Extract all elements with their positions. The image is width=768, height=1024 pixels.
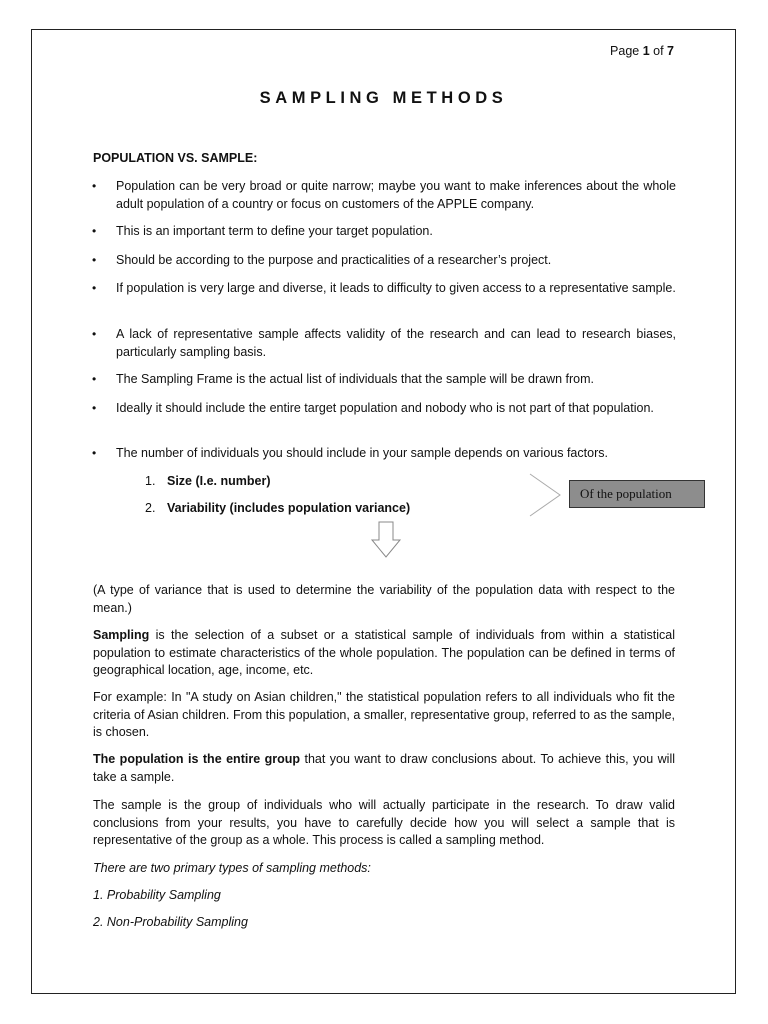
factor-item-size: 1. Size (I.e. number) xyxy=(145,474,271,488)
bullet-item: • A lack of representative sample affects validity of the research and can lead to research biases, particularly sampling basis. xyxy=(92,327,676,359)
bullet-item: • The number of individuals you should include in your sample depends on various factors. xyxy=(92,446,608,460)
section-heading: POPULATION VS. SAMPLE: xyxy=(93,151,258,165)
sample-definition: The sample is the group of individuals who will actually participate in the research. To draw valid conclusions from your results, you have to carefully decide how you will select a sample that is representative of the group as a whole. This process is called a sampling method. xyxy=(93,798,675,847)
page-total: 7 xyxy=(667,44,674,58)
factor-item-variability: 2. Variability (includes population variance) xyxy=(145,501,411,515)
type-item-non-probability: 2. Non-Probability Sampling xyxy=(93,915,248,929)
population-definition: The population is the entire group that you want to draw conclusions about. To achieve this, you will take a sample. xyxy=(93,752,675,784)
down-arrow-icon xyxy=(370,520,402,560)
document-page xyxy=(31,29,736,994)
types-intro: There are two primary types of sampling methods: xyxy=(93,861,371,875)
bullet-item: • Ideally it should include the entire target population and nobody who is not part of that population. xyxy=(92,401,654,415)
bullet-item: • If population is very large and diverse, it leads to difficulty to given access to a representative sample. xyxy=(92,281,676,295)
bullet-item: • The Sampling Frame is the actual list of individuals that the sample will be drawn from. xyxy=(92,372,594,386)
bullet-item: • This is an important term to define your target population. xyxy=(92,224,433,238)
bullet-item: • Should be according to the purpose and practicalities of a researcher’s project. xyxy=(92,253,552,267)
callout-box: Of the population xyxy=(569,480,705,508)
page-title: SAMPLING METHODS xyxy=(259,89,508,107)
sampling-definition: Sampling is the selection of a subset or a statistical sample of individuals from within a statistical population to estimate characteristics of the whole population. The population can be defined in terms of geographical location, age, income, etc. xyxy=(93,628,675,677)
bullet-item: • Population can be very broad or quite narrow; maybe you want to make inferences about the whole adult population of a country or focus on customers of the APPLE company. xyxy=(92,179,676,211)
page-number: Page 1 of 7 xyxy=(610,44,674,58)
example-paragraph: For example: In "A study on Asian children," the statistical population refers to all individuals who fit the criteria of Asian children. From this population, a smaller, representative group, referred to as the sample, is chosen. xyxy=(93,690,675,739)
chevron-connector-icon xyxy=(528,472,570,518)
type-item-probability: 1. Probability Sampling xyxy=(93,888,221,902)
page-current: 1 xyxy=(642,44,650,58)
variance-note: (A type of variance that is used to determine the variability of the population data with respect to the mean.) xyxy=(93,583,675,615)
